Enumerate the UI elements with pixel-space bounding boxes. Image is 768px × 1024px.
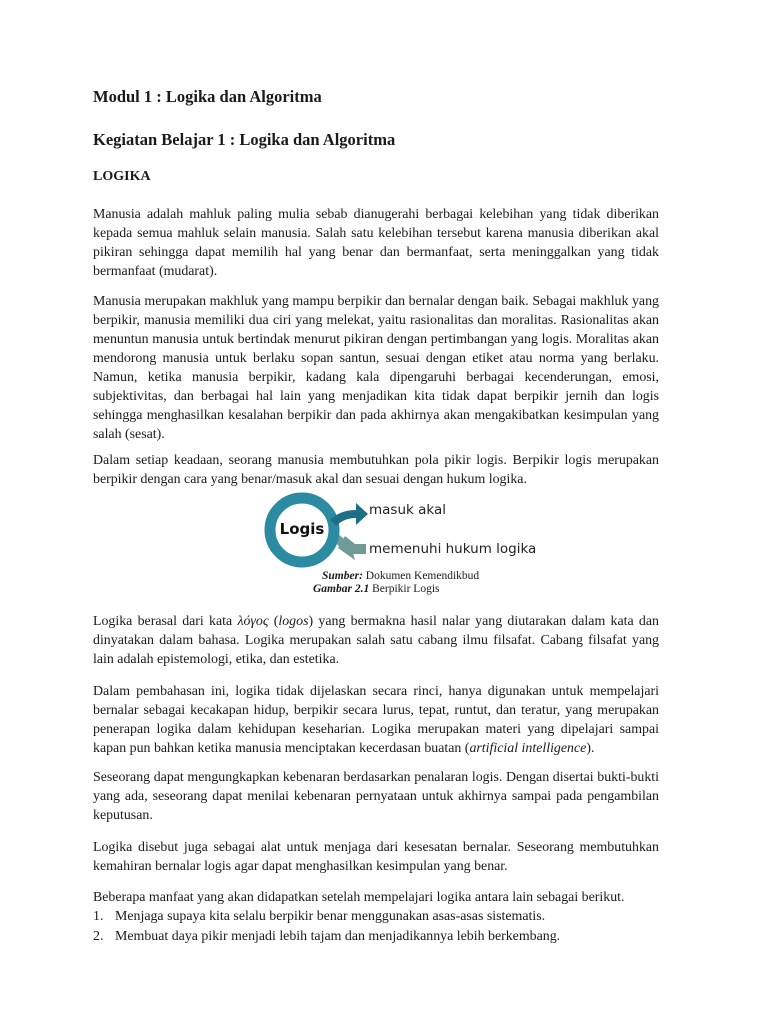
italic-term: artificial intelligence (469, 741, 587, 756)
paragraph-7: Logika disebut juga sebagai alat untuk menjaga dari kesesatan bernalar. Seseorang membutuhkan kemahiran bernalar logis agar dapat menghasilkan kesimpulan yang benar. (93, 840, 659, 874)
figure-center-label: Logis (279, 520, 325, 538)
figure-branch-bottom: memenuhi hukum logika (369, 541, 537, 557)
paragraph-5 (93, 682, 659, 758)
source-label: Sumber: (322, 570, 363, 582)
module-title: Modul 1 : Logika dan Algoritma (93, 87, 322, 106)
section-title: LOGIKA (93, 169, 151, 184)
text-run: ( (268, 614, 279, 629)
source-value: Dokumen Kemendikbud (362, 570, 480, 582)
figure-caption (313, 583, 440, 595)
list-number: 1. (93, 909, 104, 924)
paragraph-3: Dalam setiap keadaan, seorang manusia membutuhkan pola pikir logis. Berpikir logis merupakan berpikir dengan cara yang benar/masuk akal dan sesuai dengan hukum logika. (93, 453, 659, 487)
figure-branch-top: masuk akal (369, 502, 446, 518)
figure-source (322, 570, 479, 582)
greek-word: λόγος (237, 614, 269, 629)
list-item (93, 907, 659, 927)
list-number: 2. (93, 929, 104, 944)
text-run: ). (586, 741, 595, 756)
paragraph-8: Beberapa manfaat yang akan didapatkan setelah mempelajari logika antara lain sebagai berikut. (93, 890, 625, 905)
text-run: Logika berasal dari kata (93, 614, 238, 629)
logis-figure (260, 490, 560, 570)
list-text: Menjaga supaya kita selalu berpikir benar menggunakan asas-asas sistematis. (115, 909, 546, 924)
activity-title: Kegiatan Belajar 1 : Logika dan Algoritma (93, 130, 396, 149)
paragraph-4 (93, 612, 659, 669)
latin-word: logos (278, 614, 309, 629)
text-run: ) yang bermakna hasil nalar yang diutarakan dalam kata dan dinyatakan dalam bahasa. Logika merupakan salah satu cabang ilmu filsafat. Cabang filsafat yang lain adalah epistemologi, etika, dan estetika. (93, 614, 659, 667)
paragraph-2: Manusia merupakan makhluk yang mampu berpikir dan bernalar dengan baik. Sebagai makhluk yang berpikir, manusia memiliki dua ciri yang melekat, yaitu rasionalitas dan moralitas. Rasionalitas akan menuntun manusia untuk bertindak menurut pikiran dengan pertimbangan yang logis. Moralitas akan mendorong manusia untuk berlaku sopan santun, sesuai dengan etiket atau norma yang berlaku. Namun, ketika manusia berpikir, kadang kala dipengaruhi berbagai kecenderungan, emosi, subjektivitas, dan berbagai hal lain yang menjadikan kita tidak dapat berpikir jernih dan logis sehingga menghasilkan kesalahan berpikir dan pada akhirnya akan mengakibatkan kesimpulan yang salah (sesat). (93, 294, 659, 442)
list-item (93, 927, 659, 947)
benefits-list (93, 907, 659, 947)
caption-label: Gambar 2.1 (313, 583, 370, 595)
list-text: Membuat daya pikir menjadi lebih tajam dan menjadikannya lebih berkembang. (115, 929, 561, 944)
paragraph-1: Manusia adalah mahluk paling mulia sebab dianugerahi berbagai kelebihan yang tidak diberikan kepada semua mahluk selain manusia. Salah satu kelebihan tersebut karena manusia diberikan akal pikiran sehingga dapat memilih hal yang benar dan bermanfaat, serta meninggalkan yang tidak bermanfaat (mudarat). (93, 207, 659, 279)
paragraph-6: Seseorang dapat mengungkapkan kebenaran berdasarkan penalaran logis. Dengan disertai bukti-bukti yang ada, seseorang dapat menilai kebenaran pernyataan untuk akhirnya sampai pada pengambilan keputusan. (93, 770, 659, 823)
text-run: Dalam pembahasan ini, logika tidak dijelaskan secara rinci, hanya digunakan untuk mempelajari bernalar sebagai kecakapan hidup, berpikir secara lurus, tepat, runtut, dan teratur, yang merupakan penerapan logika dalam kehidupan keseharian. Logika merupakan materi yang dipelajari sampai kapan pun bahkan ketika manusia menciptakan kecerdasan buatan ( (93, 684, 659, 756)
caption-value: Berpikir Logis (369, 583, 440, 595)
